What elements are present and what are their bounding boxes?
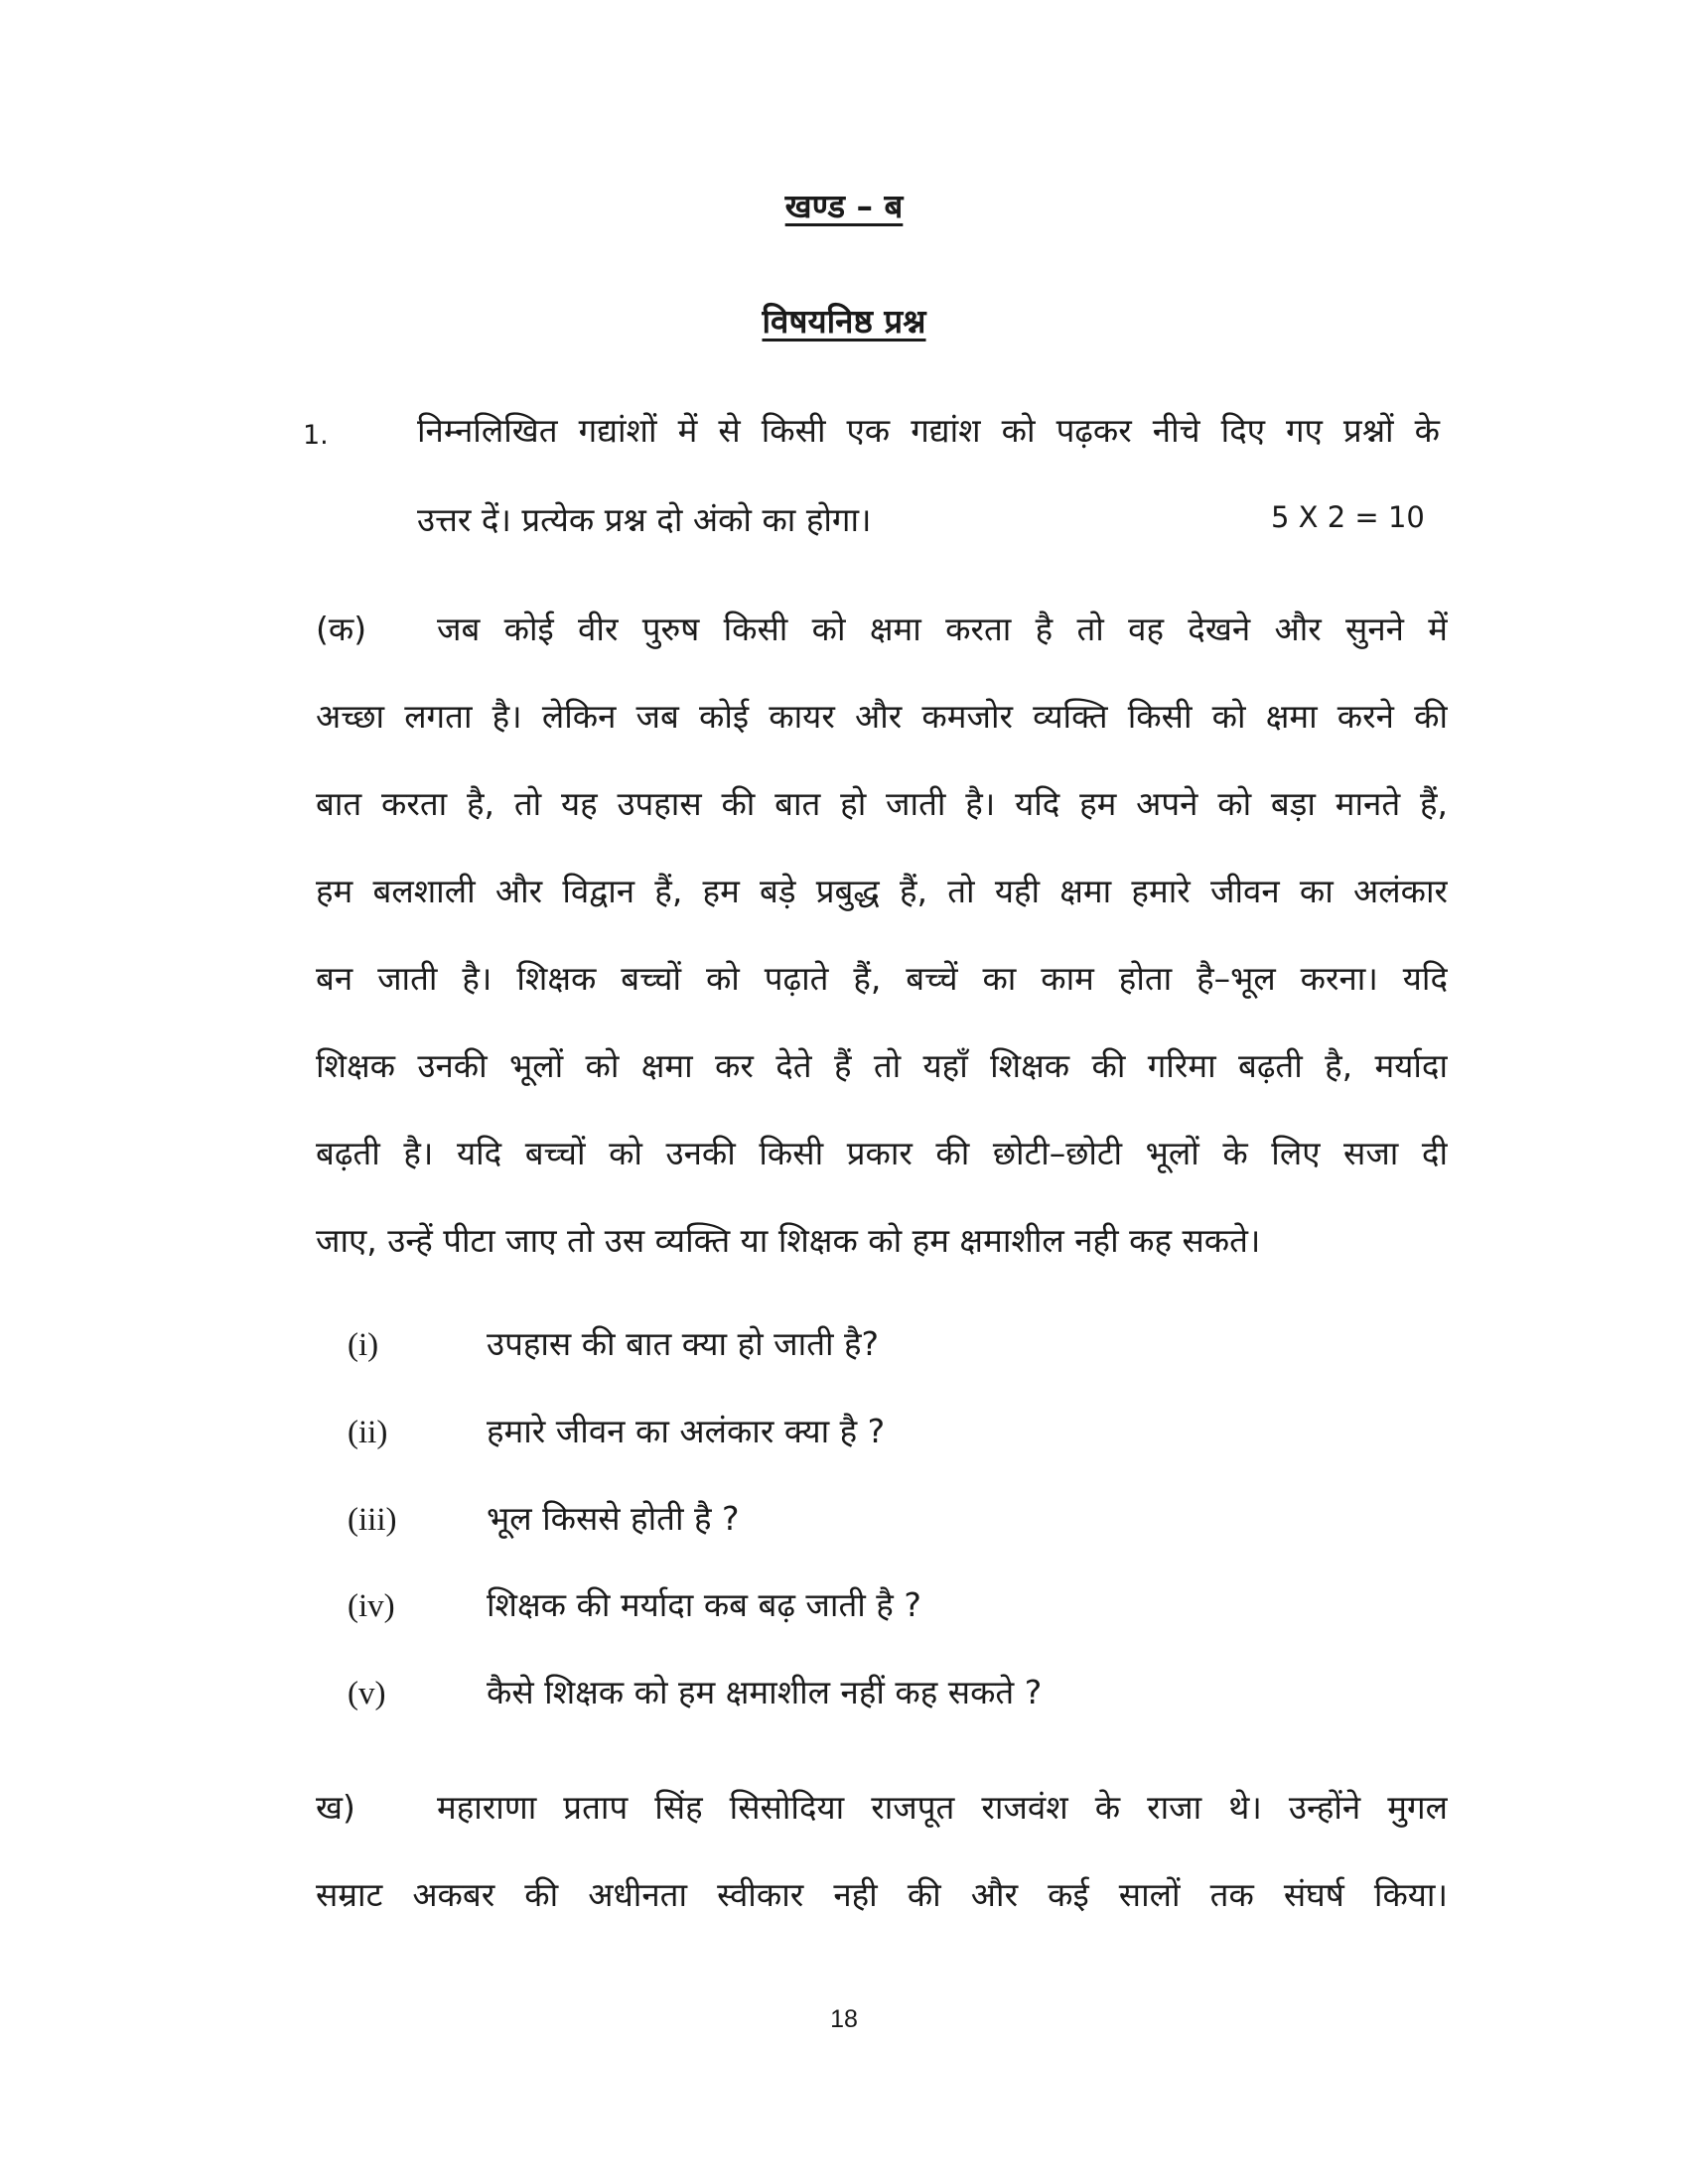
sub-question-text: उपहास की बात क्या हो जाती है? bbox=[487, 1324, 880, 1363]
page-number: 18 bbox=[830, 2005, 858, 2033]
question-instruction-line-1: निम्नलिखित गद्यांशों में से किसी एक गद्यांश को पढ़कर नीचे दिए गए प्रश्नों के bbox=[417, 411, 1440, 450]
sub-question-text: शिक्षक की मर्यादा कब बढ़ जाती है ? bbox=[487, 1585, 921, 1624]
sub-question-label: (v) bbox=[348, 1676, 386, 1711]
passage-line: बन जाती है। शिक्षक बच्चों को पढ़ाते हैं, बच्चें का काम होता है–भूल करना। यदि bbox=[316, 959, 1448, 998]
section-heading: खण्ड – ब bbox=[784, 187, 904, 225]
passage-label: ख) bbox=[316, 1788, 355, 1827]
subjective-questions-heading: विषयनिष्ठ प्रश्न bbox=[762, 302, 926, 341]
passage-line bbox=[316, 586, 1448, 673]
passage-line: अच्छा लगता है। लेकिन जब कोई कायर और कमजोर व्यक्ति किसी को क्षमा करने की bbox=[316, 697, 1448, 736]
sub-question-text: भूल किससे होती है ? bbox=[487, 1499, 740, 1538]
passage-line: बढ़ती है। यदि बच्चों को उनकी किसी प्रकार की छोटी–छोटी भूलों के लिए सजा दी bbox=[316, 1134, 1448, 1172]
passage-line: सम्राट अकबर की अधीनता स्वीकार नही की और कई सालों तक संघर्ष किया। bbox=[316, 1875, 1448, 1914]
question-instruction-line-2: उत्तर दें। प्रत्येक प्रश्न दो अंको का होगा। bbox=[417, 500, 872, 539]
passage-text: जब कोई वीर पुरुष किसी को क्षमा करता है तो वह देखने और सुनने में bbox=[437, 610, 1448, 648]
sub-question bbox=[348, 1408, 885, 1467]
sub-question-label: (iv) bbox=[348, 1588, 395, 1624]
passage-line: बात करता है, तो यह उपहास की बात हो जाती है। यदि हम अपने को बड़ा मानते हैं, bbox=[316, 784, 1448, 823]
sub-question bbox=[348, 1495, 740, 1555]
sub-question-label: (iii) bbox=[348, 1502, 397, 1538]
passage-kh bbox=[316, 1764, 1448, 1939]
sub-question bbox=[348, 1669, 1042, 1728]
sub-question-label: (ii) bbox=[348, 1415, 388, 1450]
sub-question bbox=[348, 1320, 879, 1380]
passage-line: हम बलशाली और विद्वान हैं, हम बड़े प्रबुद्ध हैं, तो यही क्षमा हमारे जीवन का अलंकार bbox=[316, 872, 1448, 910]
question-number: 1. bbox=[303, 420, 329, 451]
passage-label: (क) bbox=[316, 610, 367, 648]
passage-k bbox=[316, 586, 1448, 1285]
passage-line: शिक्षक उनकी भूलों को क्षमा कर देते हैं तो यहाँ शिक्षक की गरिमा बढ़ती है, मर्यादा bbox=[316, 1046, 1448, 1085]
sub-question bbox=[348, 1581, 921, 1641]
sub-question-text: कैसे शिक्षक को हम क्षमाशील नहीं कह सकते ? bbox=[487, 1673, 1043, 1711]
sub-question-label: (i) bbox=[348, 1327, 379, 1363]
question-marks: 5 X 2 = 10 bbox=[1271, 500, 1425, 534]
sub-question-text: हमारे जीवन का अलंकार क्या है ? bbox=[487, 1412, 886, 1450]
passage-line: जाए, उन्हें पीटा जाए तो उस व्यक्ति या शिक्षक को हम क्षमाशील नही कह सकते। bbox=[316, 1221, 1261, 1260]
passage-line bbox=[316, 1764, 1448, 1851]
passage-text: महाराणा प्रताप सिंह सिसोदिया राजपूत राजवंश के राजा थे। उन्होंने मुगल bbox=[437, 1788, 1448, 1827]
